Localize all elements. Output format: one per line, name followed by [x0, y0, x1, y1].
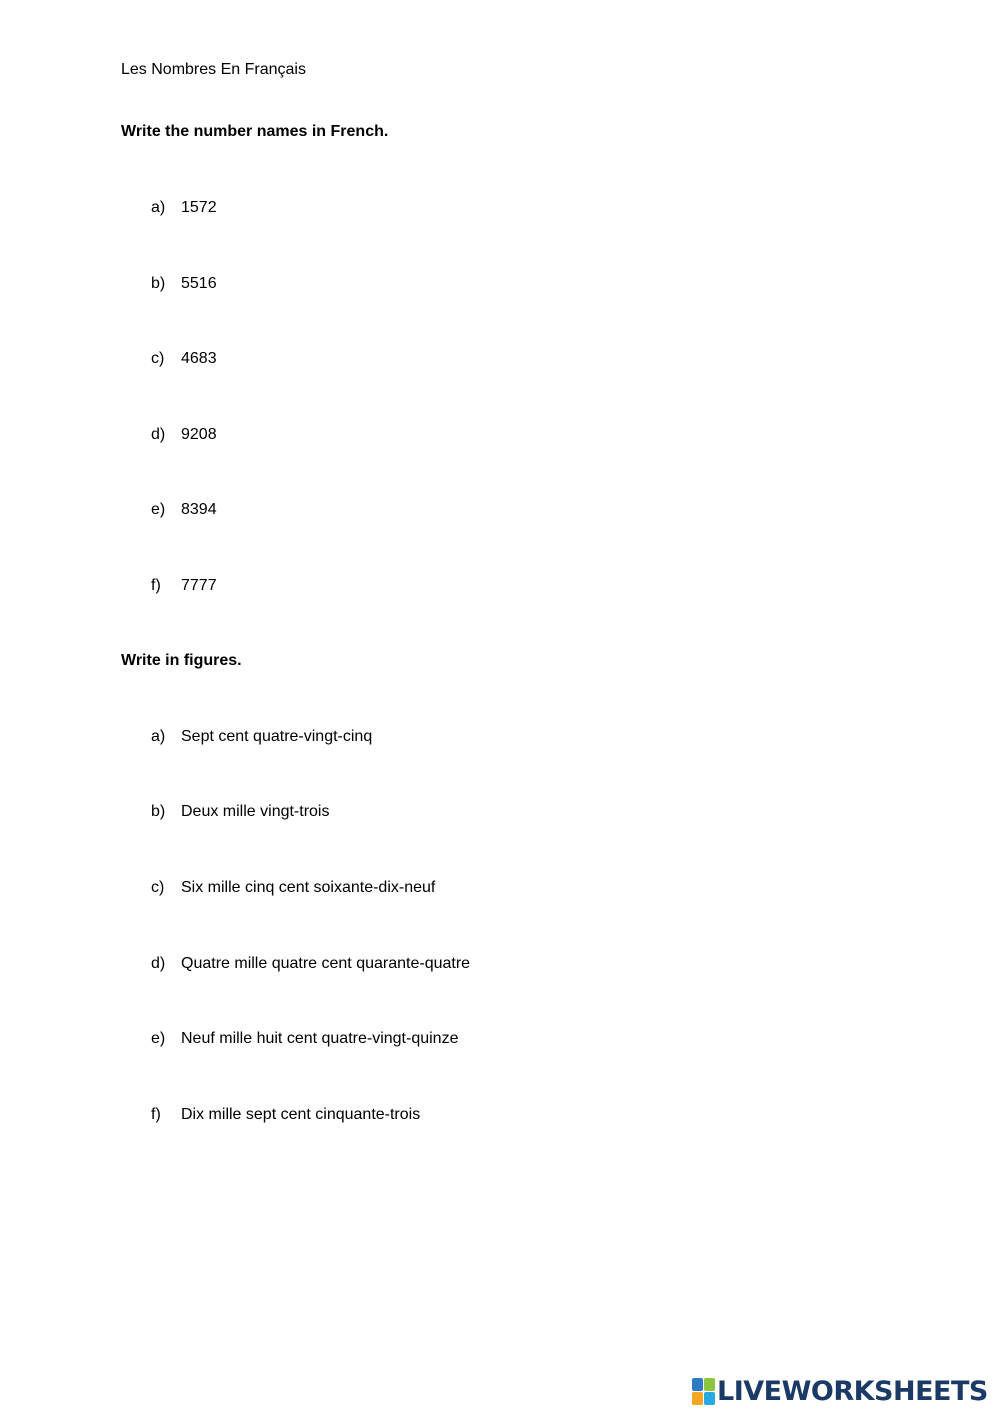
list-item-marker: d): [151, 426, 166, 443]
list-item-marker: e): [151, 1030, 166, 1047]
list-item-marker: a): [151, 199, 166, 216]
list-item-text: 9208: [181, 426, 217, 443]
section-heading-number-names: Write the number names in French.: [121, 123, 389, 140]
logo-text: LIVEWORKSHEETS: [717, 1375, 988, 1407]
logo-square-icon: [692, 1378, 703, 1391]
list-item-marker: c): [151, 350, 165, 367]
list-item-marker: f): [151, 577, 161, 594]
liveworksheets-logo[interactable]: [692, 1374, 992, 1408]
logo-square-icon: [704, 1392, 715, 1405]
logo-square-icon: [692, 1392, 703, 1405]
list-item-text: 1572: [181, 199, 217, 216]
list-item-text: Deux mille vingt-trois: [181, 803, 330, 820]
list-item-text: 4683: [181, 350, 217, 367]
list-item-text: Quatre mille quatre cent quarante-quatre: [181, 955, 471, 972]
list-item-marker: b): [151, 803, 166, 820]
list-item-text: Sept cent quatre-vingt-cinq: [181, 728, 373, 745]
list-item-marker: f): [151, 1106, 161, 1123]
list-item-text: 5516: [181, 275, 217, 292]
section-heading-figures: Write in figures.: [121, 652, 242, 669]
list-item-marker: b): [151, 275, 166, 292]
list-item-text: 7777: [181, 577, 217, 594]
list-item-text: Six mille cinq cent soixante-dix-neuf: [181, 879, 436, 896]
list-item-text: Neuf mille huit cent quatre-vingt-quinze: [181, 1030, 459, 1047]
logo-square-icon: [704, 1378, 715, 1391]
list-item-marker: e): [151, 501, 166, 518]
list-item-marker: d): [151, 955, 166, 972]
document-title: Les Nombres En Français: [121, 61, 306, 78]
liveworksheets-logo-icon: [692, 1378, 714, 1404]
list-item-text: Dix mille sept cent cinquante-trois: [181, 1106, 421, 1123]
list-item-marker: a): [151, 728, 166, 745]
list-item-marker: c): [151, 879, 165, 896]
list-item-text: 8394: [181, 501, 217, 518]
